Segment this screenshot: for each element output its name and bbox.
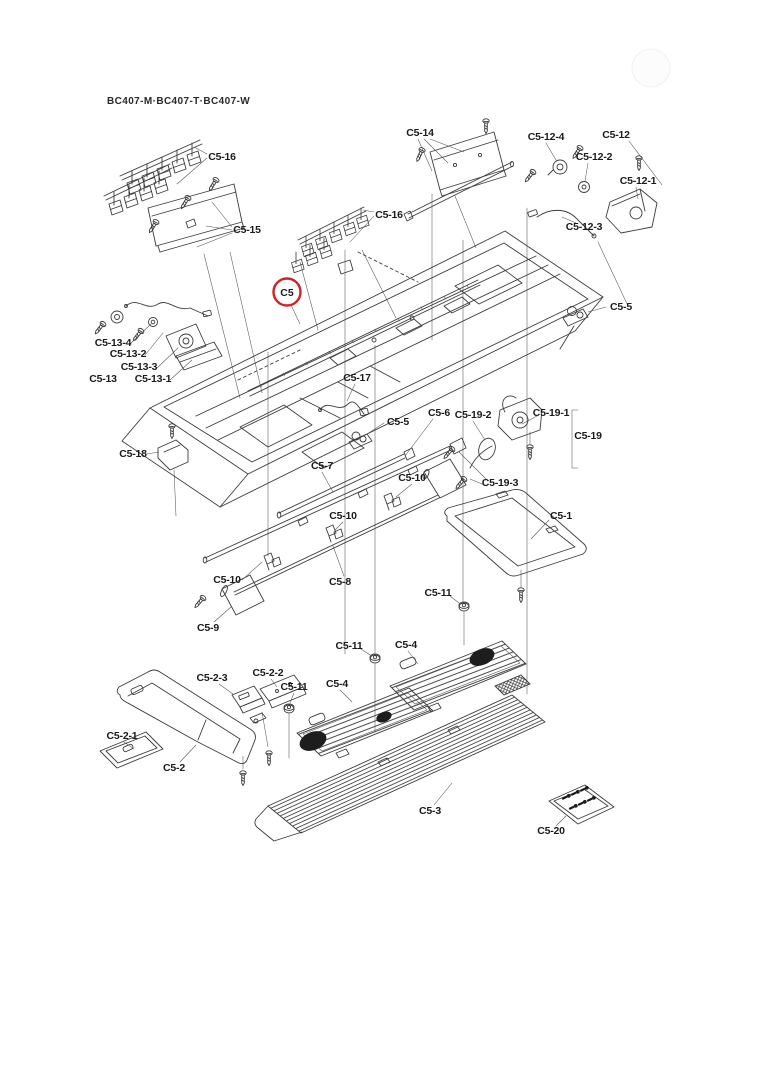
part-label-c5-11-mid: C5-11 xyxy=(335,640,363,652)
part-hook-strip-c5-16-left xyxy=(104,140,202,215)
document-title: BC407-M·BC407-T·BC407-W xyxy=(107,96,251,107)
part-label-c5-18: C5-18 xyxy=(119,448,147,460)
part-label-c5-4-lower: C5-4 xyxy=(326,678,348,690)
part-label-c5-10-lower: C5-10 xyxy=(213,574,241,586)
part-label-c5-12-4: C5-12-4 xyxy=(527,131,565,143)
part-label-c5-13-1: C5-13-1 xyxy=(134,373,172,385)
part-label-c5-6: C5-6 xyxy=(428,407,450,419)
part-label-c5-2-1: C5-2-1 xyxy=(106,730,138,742)
part-pipe-c5-6 xyxy=(277,448,415,518)
part-label-c5-19-1: C5-19-1 xyxy=(532,407,570,419)
part-chassis-c5 xyxy=(122,231,603,507)
part-clamp-c5-5-mid xyxy=(349,432,372,449)
part-clamp-c5-2-3 xyxy=(232,686,265,713)
part-label-c5-19: C5-19 xyxy=(574,430,602,442)
part-label-c5-5-right: C5-5 xyxy=(610,301,632,313)
part-label-c5-9: C5-9 xyxy=(197,622,219,634)
part-screw-pack-c5-20 xyxy=(549,785,614,824)
part-label-c5-13-4: C5-13-4 xyxy=(94,337,132,349)
part-label-c5-19-3: C5-19-3 xyxy=(481,477,519,489)
part-label-c5-16-top-left: C5-16 xyxy=(208,151,236,163)
part-clamp-c5-5-right xyxy=(560,307,588,350)
c5-callout-text: C5 xyxy=(280,287,294,299)
part-flap-small xyxy=(495,675,530,695)
part-label-c5-11-left: C5-11 xyxy=(280,681,308,693)
part-label-c5-12-3: C5-12-3 xyxy=(565,221,603,233)
part-label-c5-15: C5-15 xyxy=(233,224,261,236)
part-label-c5-7: C5-7 xyxy=(311,460,333,472)
part-label-c5-8: C5-8 xyxy=(329,576,351,588)
part-label-c5-1: C5-1 xyxy=(550,510,572,522)
scan-artifact-circle xyxy=(632,49,670,87)
part-label-c5-10-mid: C5-10 xyxy=(329,510,357,522)
c5-assembly-callout xyxy=(274,279,301,306)
part-bracket-c5-2 xyxy=(117,670,255,786)
part-label-c5-12-2: C5-12-2 xyxy=(575,151,613,163)
part-label-c5-13: C5-13 xyxy=(89,373,117,385)
part-label-c5-13-3: C5-13-3 xyxy=(120,361,158,373)
part-label-c5-14: C5-14 xyxy=(406,127,434,139)
part-panel-c5-1 xyxy=(445,489,587,602)
part-label-c5-2: C5-2 xyxy=(163,762,185,774)
part-label-c5-17: C5-17 xyxy=(343,372,371,384)
part-label-c5-12: C5-12 xyxy=(602,129,630,141)
part-label-c5-2-2: C5-2-2 xyxy=(252,667,284,679)
part-label-c5-19-2: C5-19-2 xyxy=(454,409,492,421)
part-label-c5-10-upper: C5-10 xyxy=(398,472,426,484)
part-label-c5-11-right: C5-11 xyxy=(424,587,452,599)
part-label-c5-16-middle: C5-16 xyxy=(375,209,403,221)
part-label-c5-12-1: C5-12-1 xyxy=(619,175,657,187)
part-label-c5-5-mid: C5-5 xyxy=(387,416,409,428)
part-label-c5-4-upper: C5-4 xyxy=(395,639,417,651)
part-label-c5-3: C5-3 xyxy=(419,805,441,817)
part-plate-c5-15 xyxy=(147,176,244,252)
part-label-c5-2-3: C5-2-3 xyxy=(196,672,228,684)
part-label-c5-20: C5-20 xyxy=(537,825,565,837)
part-label-c5-13-2: C5-13-2 xyxy=(109,348,147,360)
